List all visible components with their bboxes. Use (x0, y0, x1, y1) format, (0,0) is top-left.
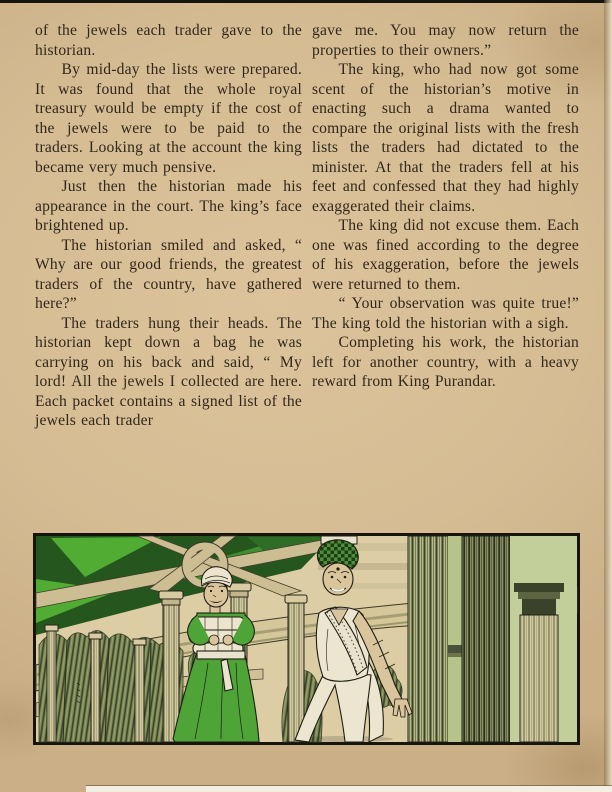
text-column-left (35, 21, 302, 431)
scan-edge-right (604, 0, 612, 792)
scan-edge-top (0, 0, 612, 3)
paragraph: By mid-day the lists were prepared. It was found that the whole royal treasury would be empty if the cost of the jewels were to be paid to the traders. Looking at the account the king became very much pensive. (35, 61, 302, 176)
paragraph: The king did not excuse them. Each one was fined according to the degree of his exaggeration, before the jewels were returned to them. (312, 217, 579, 293)
paragraph: “ Your observation was quite true!” The king told the historian with a sigh. (312, 295, 579, 332)
paragraph: The traders hung their heads. The historian kept down a bag he was carrying on his back and said, “ My lord! All the jewels I collected are here. Each packet contains a signed list of the jewels each trader (35, 314, 302, 429)
paragraph: Completing his work, the historian left for another country, with a heavy reward from King Purandar. (312, 334, 579, 390)
courtyard-scene-illustration (33, 533, 580, 745)
scan-edge-bottom (86, 786, 612, 792)
paragraph: The king, who had now got some scent of the historian’s motive in enacting such a drama wanted to compare the original lists with the fresh lists the traders had dictated to the minister. At that the traders fell at his feet and confessed that they had highly exaggerated their claims. (312, 61, 579, 215)
paragraph: Just then the historian made his appearance in the court. The king’s face brightened up. (35, 178, 302, 234)
paragraph: of the jewels each trader gave to the historian. (35, 22, 302, 59)
paragraph: The historian smiled and asked, “ Why are our good friends, the greatest traders of the country, have gathered here?” (35, 236, 302, 312)
text-column-right (312, 21, 579, 392)
paragraph: gave me. You may now return the properties to their owners.” (312, 22, 579, 59)
story-illustration (33, 533, 580, 745)
